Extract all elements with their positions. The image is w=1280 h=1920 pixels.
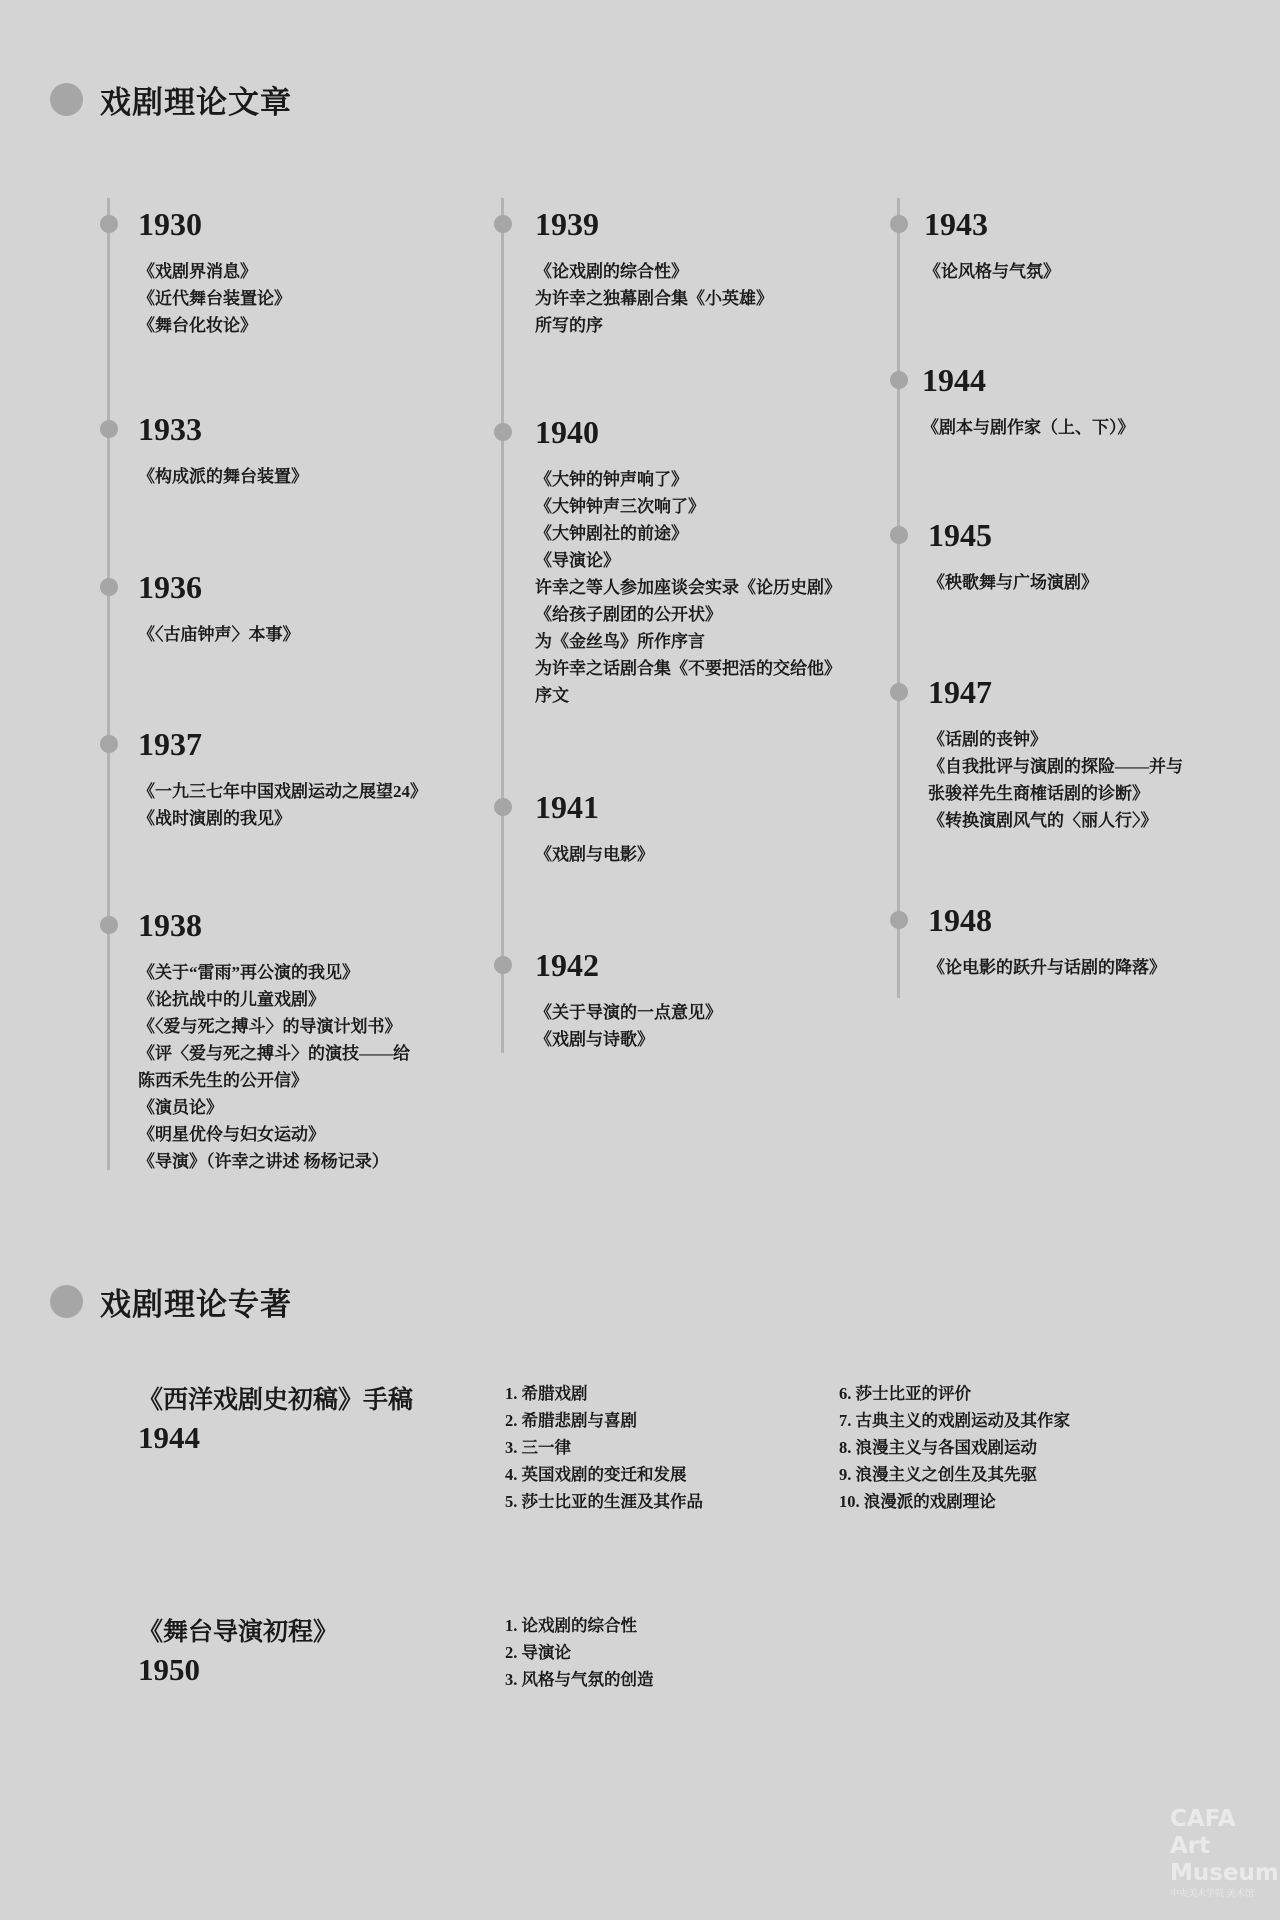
chapter-item: 10. 浪漫派的戏剧理论	[839, 1492, 996, 1511]
logo-text: Museum	[1170, 1860, 1279, 1886]
article-item: 《近代舞台装置论》	[138, 289, 291, 308]
article-item: 《关于“雷雨”再公演的我见》	[138, 963, 359, 982]
article-item: 《导演论》	[535, 551, 620, 570]
logo-text: CAFA	[1170, 1806, 1236, 1832]
article-item: 《一九三七年中国戏剧运动之展望24》	[138, 782, 427, 801]
book-title: 《舞台导演初程》	[138, 1619, 339, 1646]
timeline-line	[501, 198, 504, 1053]
article-list	[924, 258, 1060, 285]
article-item: 陈西禾先生的公开信》	[138, 1071, 308, 1090]
article-list	[535, 999, 722, 1053]
article-item: 《论抗战中的儿童戏剧》	[138, 990, 325, 1009]
article-item: 《大钟剧社的前途》	[535, 524, 688, 543]
article-item: 为许幸之话剧合集《不要把活的交给他》	[535, 659, 841, 678]
timeline-dot-icon	[100, 420, 118, 438]
article-item: 《〈爱与死之搏斗〉的导演计划书》	[138, 1017, 402, 1036]
timeline-year: 1937	[138, 726, 202, 762]
article-list	[138, 258, 291, 339]
article-item: 《秧歌舞与广场演剧》	[928, 573, 1098, 592]
timeline-year: 1938	[138, 907, 202, 943]
article-item: 《战时演剧的我见》	[138, 809, 291, 828]
timeline-year: 1944	[922, 362, 986, 398]
timeline-dot-icon	[100, 215, 118, 233]
logo-text: Art	[1170, 1833, 1211, 1859]
timeline-dot-icon	[100, 578, 118, 596]
timeline-dot-icon	[890, 526, 908, 544]
chapter-item: 6. 莎士比亚的评价	[839, 1384, 971, 1403]
timeline-year: 1947	[928, 674, 992, 710]
article-item: 《构成派的舞台装置》	[138, 467, 308, 486]
chapter-item: 3. 风格与气氛的创造	[505, 1670, 654, 1689]
chapter-item: 1. 希腊戏剧	[505, 1384, 588, 1403]
bullet-dot-icon	[50, 83, 83, 116]
timeline-year: 1930	[138, 206, 202, 242]
bullet-dot-icon	[50, 1285, 83, 1318]
timeline-dot-icon	[100, 735, 118, 753]
article-item: 《论电影的跃升与话剧的降落》	[928, 958, 1166, 977]
timeline-year: 1936	[138, 569, 202, 605]
article-item: 所写的序	[535, 316, 603, 335]
timeline-year: 1945	[928, 517, 992, 553]
article-item: 《明星优伶与妇女运动》	[138, 1125, 325, 1144]
article-item: 《论风格与气氛》	[924, 262, 1060, 281]
timeline-dot-icon	[494, 956, 512, 974]
timeline-dot-icon	[494, 215, 512, 233]
article-item: 序文	[535, 686, 569, 705]
chapter-item: 9. 浪漫主义之创生及其先驱	[839, 1465, 1037, 1484]
timeline-dot-icon	[890, 371, 908, 389]
chapter-item: 3. 三一律	[505, 1438, 571, 1457]
timeline-line	[107, 198, 110, 1170]
chapter-item: 2. 希腊悲剧与喜剧	[505, 1411, 637, 1430]
article-item: 《戏剧与电影》	[535, 845, 654, 864]
article-list	[138, 463, 308, 490]
chapter-item: 1. 论戏剧的综合性	[505, 1616, 637, 1635]
timeline-year: 1933	[138, 411, 202, 447]
timeline-year: 1948	[928, 902, 992, 938]
timeline-dot-icon	[494, 798, 512, 816]
article-list	[928, 954, 1166, 981]
article-item: 《剧本与剧作家（上、下）》	[922, 418, 1135, 437]
article-list	[138, 778, 427, 832]
timeline-year: 1943	[924, 206, 988, 242]
book-year: 1944	[138, 1420, 200, 1455]
section-title-text: 戏剧理论专著	[100, 1286, 292, 1322]
section-title-books	[50, 1281, 292, 1321]
cafa-logo	[1170, 1806, 1279, 1901]
article-item: 《评〈爱与死之搏斗〉的演技——给	[138, 1044, 410, 1063]
chapter-item: 2. 导演论	[505, 1643, 571, 1662]
article-item: 《论戏剧的综合性》	[535, 262, 688, 281]
article-item: 《自我批评与演剧的探险——并与	[928, 757, 1183, 776]
timeline-dot-icon	[890, 215, 908, 233]
timeline-year: 1940	[535, 414, 599, 450]
article-item: 《转换演剧风气的〈丽人行〉》	[928, 811, 1158, 830]
article-item: 《导演》（许幸之讲述 杨杨记录）	[138, 1152, 389, 1171]
article-item: 《给孩子剧团的公开状》	[535, 605, 722, 624]
book-title: 《西洋戏剧史初稿》手稿	[138, 1387, 414, 1414]
section-title-text: 戏剧理论文章	[100, 84, 292, 120]
timeline-year: 1942	[535, 947, 599, 983]
timeline-line	[897, 198, 900, 998]
article-item: 《大钟的钟声响了》	[535, 470, 688, 489]
logo-subtext: 中央美术学院 美术馆	[1170, 1889, 1254, 1899]
timeline-dot-icon	[494, 423, 512, 441]
chapter-item: 5. 莎士比亚的生涯及其作品	[505, 1492, 703, 1511]
article-item: 《演员论》	[138, 1098, 223, 1117]
timeline-year: 1941	[535, 789, 599, 825]
article-list	[535, 841, 654, 868]
article-item: 《大钟钟声三次响了》	[535, 497, 705, 516]
article-item: 《〈古庙钟声〉本事》	[138, 625, 300, 644]
article-list	[928, 569, 1098, 596]
article-item: 《舞台化妆论》	[138, 316, 257, 335]
article-item: 许幸之等人参加座谈会实录《论历史剧》	[535, 578, 841, 597]
timeline-dot-icon	[100, 916, 118, 934]
article-list	[138, 621, 300, 648]
article-item: 《戏剧与诗歌》	[535, 1030, 654, 1049]
timeline-year: 1939	[535, 206, 599, 242]
chapter-item: 8. 浪漫主义与各国戏剧运动	[839, 1438, 1037, 1457]
article-item: 为许幸之独幕剧合集《小英雄》	[535, 289, 773, 308]
article-item: 《关于导演的一点意见》	[535, 1003, 722, 1022]
book-year: 1950	[138, 1652, 200, 1687]
article-list	[922, 414, 1135, 441]
article-list	[138, 959, 410, 1175]
section-title-articles	[50, 79, 292, 119]
article-item: 张骏祥先生商榷话剧的诊断》	[928, 784, 1149, 803]
article-list	[535, 466, 841, 709]
article-item: 《戏剧界消息》	[138, 262, 257, 281]
article-item: 《话剧的丧钟》	[928, 730, 1047, 749]
article-list	[928, 726, 1183, 834]
article-list	[535, 258, 773, 339]
chapter-item: 4. 英国戏剧的变迁和发展	[505, 1465, 687, 1484]
timeline-dot-icon	[890, 683, 908, 701]
article-item: 为《金丝鸟》所作序言	[535, 632, 705, 651]
timeline-dot-icon	[890, 911, 908, 929]
chapter-item: 7. 古典主义的戏剧运动及其作家	[839, 1411, 1070, 1430]
